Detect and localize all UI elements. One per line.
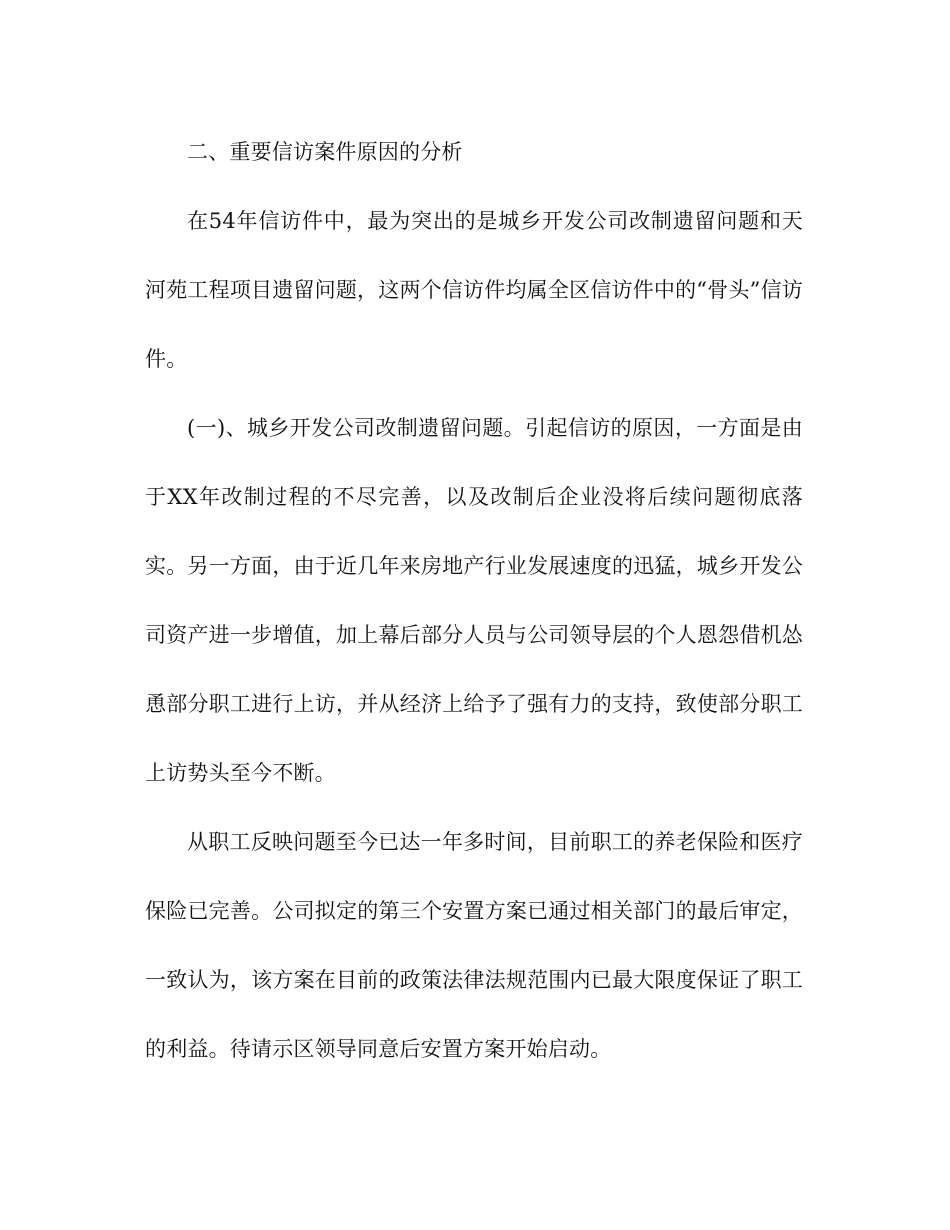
- paragraph-1: 在54年信访件中，最为突出的是城乡开发公司改制遗留问题和天河苑工程项目遗留问题，这两个信访件均属全区信访件中的“骨头”信访件。: [145, 209, 803, 371]
- section-heading: 二、重要信访案件原因的分析: [187, 140, 463, 164]
- paragraph-3: 从职工反映问题至今已达一年多时间，目前职工的养老保险和医疗保险已完善。公司拟定的第三个安置方案已通过相关部门的最后审定，一致认为，该方案在目前的政策法律法规范围内已最大限度保证了职工的利益。待请示区领导同意后安置方案开始启动。: [145, 830, 803, 1061]
- paragraph-2: (一)、城乡开发公司改制遗留问题。引起信访的原因，一方面是由于XX年改制过程的不尽完善，以及改制后企业没将后续问题彻底落实。另一方面，由于近几年来房地产行业发展速度的迅猛，城乡开发公司资产进一步增值，加上幕后部分人员与公司领导层的个人恩怨借机怂恿部分职工进行上访，并从经济上给予了强有力的支持，致使部分职工上访势头至今不断。: [145, 416, 803, 785]
- document-body: [145, 118, 803, 1084]
